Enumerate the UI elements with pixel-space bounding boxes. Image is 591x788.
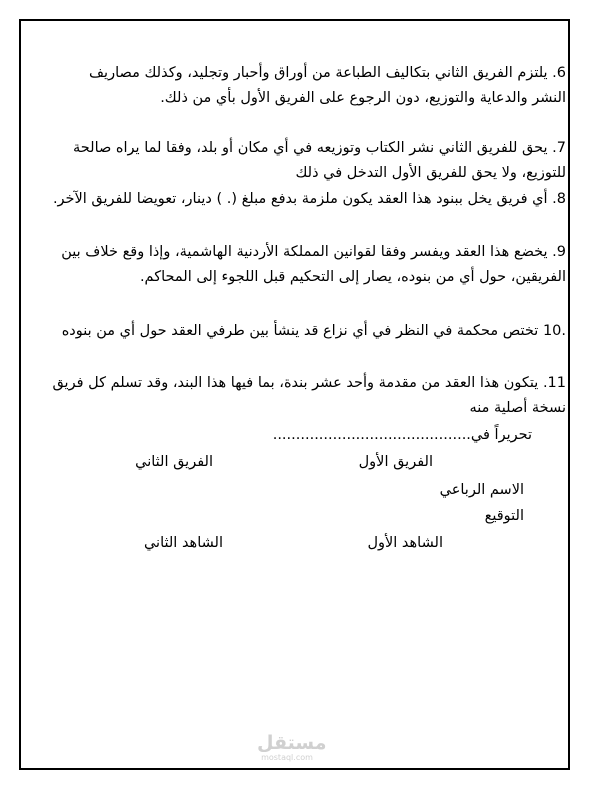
clause-text: يخضع هذا العقد ويفسر وفقا لقوانين المملكة الأردنية الهاشمية، وإذا وقع خلاف بين الفريقين، حول أي من بنوده، يصار إلى التحكيم قبل اللجوء إلى المحاكم. bbox=[61, 244, 566, 285]
second-witness-label: الشاهد الثاني bbox=[143, 535, 223, 551]
first-party-label: الفريق الأول bbox=[358, 454, 433, 470]
written-in-line: تحريراً في........................................... bbox=[272, 427, 532, 443]
clause-7 bbox=[51, 136, 566, 186]
second-party-label: الفريق الثاني bbox=[135, 454, 213, 470]
signature-label: التوقيع bbox=[484, 508, 524, 524]
clause-number: 7. bbox=[552, 140, 566, 156]
watermark-arabic: مستقل bbox=[257, 732, 327, 754]
clause-text: يلتزم الفريق الثاني بتكاليف الطباعة من أوراق وأحبار وتجليد، وكذلك مصاريف النشر والدعاية والتوزيع، دون الرجوع على الفريق الأول بأي من ذلك. bbox=[89, 65, 566, 106]
first-witness-label: الشاهد الأول bbox=[367, 535, 443, 551]
clause-8 bbox=[51, 187, 566, 212]
document-page bbox=[19, 19, 570, 770]
clause-text: تختص محكمة في النظر في أي نزاع قد ينشأ بين طرفي العقد حول أي من بنوده bbox=[61, 323, 539, 339]
clause-text: أي فريق يخل ببنود هذا العقد يكون ملزمة بدفع مبلغ (. ) دينار، تعويضا للفريق الآخر. bbox=[52, 191, 548, 207]
watermark-latin: mostaql.com bbox=[261, 753, 313, 762]
clause-text: يتكون هذا العقد من مقدمة وأحد عشر بندة، بما فيها هذا البند، وقد تسلم كل فريق نسخة أصلية منه bbox=[52, 375, 566, 416]
clause-number: 11. bbox=[542, 375, 566, 391]
clause-6 bbox=[51, 61, 566, 111]
mostaql-watermark bbox=[257, 732, 327, 762]
clause-10 bbox=[51, 319, 566, 344]
clause-number: 8. bbox=[552, 191, 566, 207]
clause-number: 9. bbox=[552, 244, 566, 260]
clause-text: يحق للفريق الثاني نشر الكتاب وتوزيعه في أي مكان أو بلد، وفقا لما يراه صالحة للتوزيع، ولا يحق للفريق الأول التدخل في ذلك bbox=[73, 140, 566, 181]
clause-number: .10 bbox=[542, 323, 566, 339]
clause-11 bbox=[51, 371, 566, 421]
clause-9 bbox=[51, 240, 566, 290]
full-name-label: الاسم الرباعي bbox=[439, 482, 524, 498]
clause-number: 6. bbox=[552, 65, 566, 81]
